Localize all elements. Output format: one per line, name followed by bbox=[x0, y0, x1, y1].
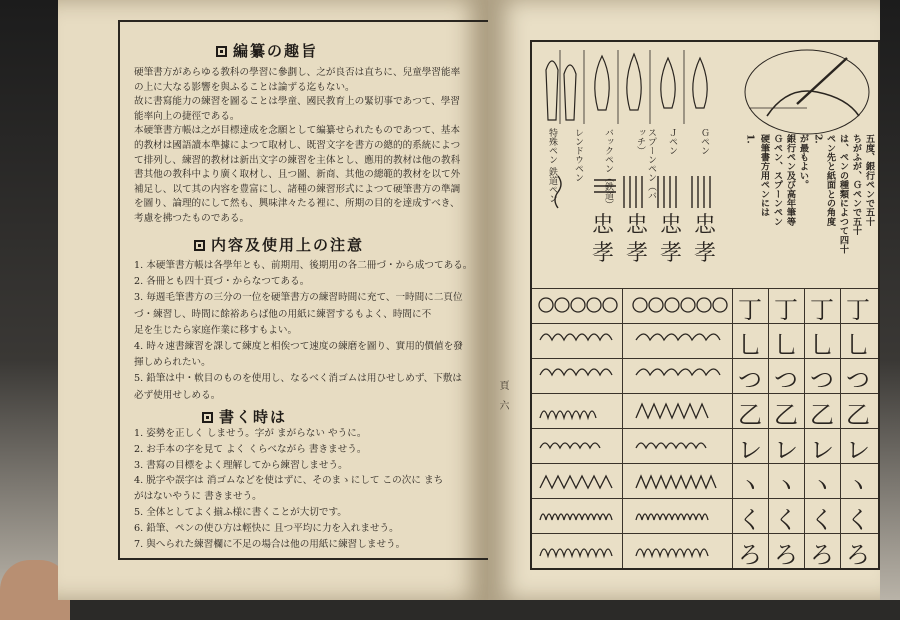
stroke-char: ろ bbox=[846, 541, 870, 569]
nib-label: Ｇペン bbox=[699, 128, 709, 155]
stroke-char: ヽ bbox=[774, 471, 798, 499]
left-page bbox=[58, 0, 488, 600]
nib-icon bbox=[693, 58, 707, 108]
kanji-char: 孝 bbox=[592, 241, 615, 266]
list-item: 6. 鉛筆、ペンの使ひ方は輕快に 且つ平均に力を入れませう。 bbox=[134, 522, 399, 534]
stroke-char: 乙 bbox=[810, 401, 834, 429]
list-item: 5. 全体としてよく揃ふ様に書くことが大切です。 bbox=[134, 506, 347, 518]
text-line: 考慮を拂つたものである。 bbox=[134, 212, 250, 224]
square-bullet-icon bbox=[216, 46, 227, 57]
stroke-char: つ bbox=[738, 366, 762, 394]
stroke-char: 乚 bbox=[774, 331, 798, 359]
text-line: を圖り、論理的にして然も、興味津々たる裡に、所期の目的を達成すべき、 bbox=[134, 198, 460, 210]
list-item: 4. 時々速書練習を課して練度と相俟つて速度の練磨を圖り、實用的價値を發 bbox=[134, 341, 463, 353]
note-line: 1. bbox=[744, 134, 756, 144]
stroke-char: 乚 bbox=[846, 331, 870, 359]
note-line: 五度、銀行ペンで五十 bbox=[863, 134, 875, 226]
note-line: が最もよい。 bbox=[797, 134, 809, 190]
list-item: 3. 書寫の目標をよく理解してから練習しませう。 bbox=[134, 459, 348, 471]
note-line: ちがふが、Ｇペンで五十 bbox=[850, 134, 862, 236]
nib-label: Ｊペン bbox=[667, 128, 677, 155]
stroke-char: 乙 bbox=[774, 401, 798, 429]
wave-icon bbox=[555, 176, 561, 208]
stroke-char: レ bbox=[738, 436, 762, 464]
pen-usage-notes bbox=[737, 134, 877, 284]
pen-nibs-illustration bbox=[540, 50, 730, 124]
list-item: 2. お手本の字を見て よく くらべながら 書きませう。 bbox=[134, 443, 367, 455]
list-item: 3. 毎週毛筆書方の三分の一位を硬筆書方の練習時間に充て、一時間に二頁位 bbox=[134, 292, 463, 304]
list-item: 必ず使用せしめる。 bbox=[134, 389, 221, 401]
nib-label: 特殊ペン 鉄道ペン bbox=[547, 128, 557, 203]
open-book bbox=[40, 0, 880, 600]
stroke-char: ろ bbox=[738, 541, 762, 569]
list-item: 1. 本硬筆書方帳は各學年とも、前期用、後期用の各二冊づ・から成つてある。 bbox=[134, 260, 473, 271]
stroke-char: レ bbox=[774, 436, 798, 464]
stroke-char: 丁 bbox=[810, 296, 834, 324]
nib-icon bbox=[661, 58, 675, 108]
text-line: 能率向上の捷徑である。 bbox=[134, 110, 240, 122]
section-title-purpose: 編纂の趣旨 bbox=[216, 40, 318, 61]
stroke-char: レ bbox=[846, 436, 870, 464]
list-item: 5. 鉛筆は中・軟目のものを使用し、なるべく消ゴムは用ひせしめず、下敷は bbox=[134, 373, 463, 385]
text-line: 本硬筆書方帳は之が目標達成を念願として編纂せられたものであつて、基本 bbox=[134, 125, 460, 137]
nib-icon bbox=[546, 61, 558, 120]
stroke-char: ろ bbox=[810, 541, 834, 569]
text-line: の上に大なる影響を與ふることは論ずる迄もない。 bbox=[134, 81, 355, 93]
nib-label: レンドウペン bbox=[573, 128, 583, 182]
stroke-char: 丁 bbox=[774, 296, 798, 324]
note-line: Ｇペン、スプーンペン bbox=[771, 134, 783, 226]
stroke-char: つ bbox=[846, 366, 870, 394]
note-line: 2. bbox=[812, 134, 824, 144]
kanji-char: 孝 bbox=[694, 241, 717, 266]
note-line: ペン先と紙面との角度 bbox=[824, 134, 836, 226]
kanji-char: 孝 bbox=[660, 241, 683, 266]
hand-holding-pen-illustration bbox=[737, 46, 877, 138]
purpose-paragraph bbox=[134, 66, 484, 227]
list-item: 揮しめられたい。 bbox=[134, 357, 211, 369]
kanji-samples bbox=[554, 213, 734, 266]
stroke-char: ヽ bbox=[738, 471, 762, 499]
text-line: て排列し、練習的教材は新出文字の練習を主体とし、應用的教材は他の教科 bbox=[134, 154, 461, 166]
nib-icon bbox=[627, 54, 641, 110]
kanji-char: 忠 bbox=[660, 213, 683, 238]
text-line: 硬筆書方があらゆる教科の學習に參劃し、之が良否は直ちに、兒童學習能率 bbox=[134, 67, 461, 78]
section-title-writing: 書く時は bbox=[202, 406, 287, 427]
text-line: 故に書寫能力の練習を圖ることは學童、國民教育上の緊切事であつて、學習 bbox=[134, 96, 460, 108]
practice-grid bbox=[532, 288, 878, 568]
writing-list bbox=[134, 426, 484, 552]
stroke-char: ヽ bbox=[846, 471, 870, 499]
hatching-samples bbox=[554, 172, 734, 212]
nib-label: バックペン（鉄道） bbox=[603, 128, 613, 209]
stroke-char: つ bbox=[810, 366, 834, 394]
right-page bbox=[488, 0, 880, 600]
list-item: 1. 姿勢を正しく しませう。字が まがらない やうに。 bbox=[134, 428, 367, 439]
square-bullet-icon bbox=[194, 240, 205, 251]
note-line: は、ペンの種類によつて四十 bbox=[837, 134, 849, 254]
list-item: 足を生じたら家庭作業に移すもよい。 bbox=[134, 324, 298, 336]
stroke-practice-drawings bbox=[532, 288, 732, 568]
page-number: 頁 六 bbox=[497, 380, 508, 410]
text-line: 補足し、以て其の内容を豊富にし、諸種の練習形式によつて硬筆書方の準調 bbox=[134, 183, 461, 195]
list-item: 4. 脱字や誤字は 消ゴムなどを使はずに、そのまゝにして この次に まち bbox=[134, 475, 444, 487]
stroke-char: ろ bbox=[774, 541, 798, 569]
square-bullet-icon bbox=[202, 412, 213, 423]
section-title-usage: 内容及使用上の注意 bbox=[194, 234, 364, 255]
stroke-char: 丁 bbox=[846, 296, 870, 324]
stroke-char: ヽ bbox=[810, 471, 834, 499]
kanji-char: 孝 bbox=[626, 241, 649, 266]
note-line: 硬筆書方用ペンには bbox=[758, 134, 770, 217]
left-page-frame bbox=[118, 20, 500, 560]
stroke-char: 乚 bbox=[738, 331, 762, 359]
kanji-char: 忠 bbox=[626, 213, 649, 238]
stroke-char: く bbox=[846, 506, 870, 534]
usage-list bbox=[134, 258, 484, 404]
kanji-char: 忠 bbox=[694, 213, 717, 238]
right-page-frame bbox=[530, 40, 880, 570]
stroke-char: 乙 bbox=[846, 401, 870, 429]
nib-icon bbox=[564, 65, 576, 120]
text-line: 的教材は國語讀本準據によつて取材し、既習文字を書方の總的的系統によつ bbox=[134, 139, 461, 151]
stroke-char: く bbox=[738, 506, 762, 534]
list-item: 7. 與へられた練習欄に不足の場合は他の用紙に練習しませう。 bbox=[134, 538, 406, 550]
note-line: 銀行ペン及び高年筆等 bbox=[784, 134, 796, 226]
text-line: 書其他の教科中より廣く取材し、且つ圖、新商、其他の總範的教材を以て外 bbox=[134, 169, 461, 181]
list-item: づ・練習し、時間に餘裕あらば他の用紙に練習するもよく、時間に不 bbox=[134, 308, 432, 320]
stroke-char: く bbox=[810, 506, 834, 534]
list-item: 2. 各冊とも四十頁づ・からなつてある。 bbox=[134, 276, 310, 288]
stroke-char: 丁 bbox=[738, 296, 762, 324]
stroke-char: 乙 bbox=[738, 401, 762, 429]
stroke-char: つ bbox=[774, 366, 798, 394]
stroke-char: く bbox=[774, 506, 798, 534]
stroke-char: レ bbox=[810, 436, 834, 464]
list-item: がはないやうに 書きませう。 bbox=[134, 491, 262, 503]
nib-label: スプーンペン（バッチ） bbox=[635, 128, 656, 200]
stroke-char: 乚 bbox=[810, 331, 834, 359]
nib-icon bbox=[595, 56, 609, 110]
kanji-char: 忠 bbox=[592, 213, 615, 238]
